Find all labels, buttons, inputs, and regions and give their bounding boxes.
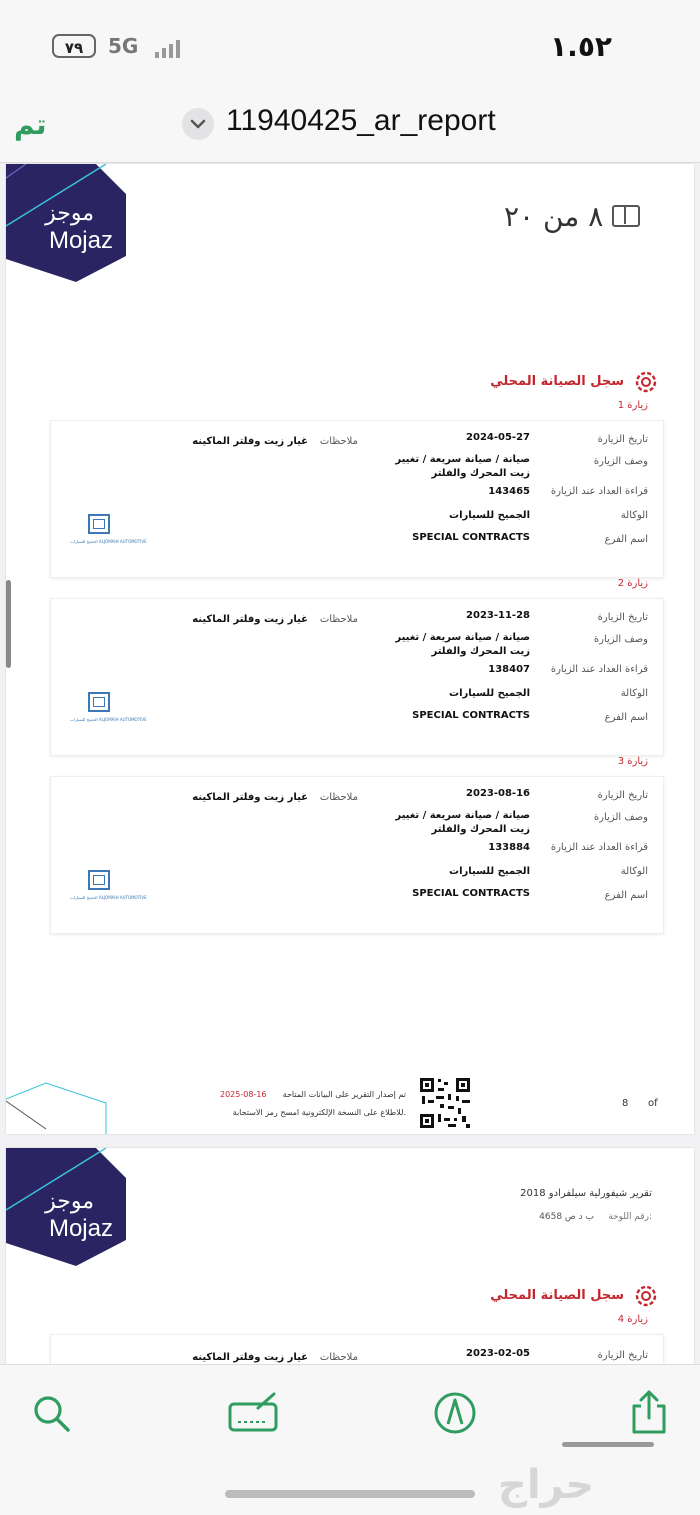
notes-label: ملاحظات bbox=[319, 792, 358, 803]
visit-date: 2023-02-05 bbox=[466, 1348, 530, 1359]
gear-icon bbox=[632, 368, 660, 396]
section-title: سجل الصيانة المحلي bbox=[490, 374, 624, 389]
odometer-label: قراءة العداد عند الزيارة bbox=[550, 842, 648, 853]
odometer-value: 143465 bbox=[488, 486, 530, 497]
agency-value: الجميح للسيارات bbox=[449, 510, 530, 521]
issued-date: 2025-08-16 bbox=[220, 1090, 267, 1099]
visit-desc-label: وصف الزيارة bbox=[593, 456, 648, 467]
visit-date: 2023-08-16 bbox=[466, 788, 530, 799]
notes-value: غيار زيت وفلتر الماكينه bbox=[192, 792, 308, 803]
scan-text: للاطلاع على النسخة الإلكترونية امسح رمز الاستجابة. bbox=[232, 1108, 406, 1117]
branch-value: SPECIAL CONTRACTS bbox=[412, 532, 530, 543]
visit-desc-line2: زيت المحرك والفلتر bbox=[431, 468, 530, 479]
notes-label: ملاحظات bbox=[319, 436, 358, 447]
visit-date: 2024-05-27 bbox=[466, 432, 530, 443]
agency-logo-caption: الجميح للسيارات ALJOMAIH AUTOMOTIVE bbox=[70, 539, 147, 544]
visit-desc-label: وصف الزيارة bbox=[593, 812, 648, 823]
plate-label: رقم اللوحة: bbox=[608, 1212, 652, 1222]
agency-value: الجميح للسيارات bbox=[449, 866, 530, 877]
document-page[interactable] bbox=[6, 164, 694, 1134]
battery-indicator: ٧٩ bbox=[52, 34, 96, 58]
section-title: سجل الصيانة المحلي bbox=[490, 1288, 624, 1303]
visit-desc-line1: صيانة / صيانة سريعة / تغيير bbox=[395, 454, 530, 465]
agency-logo bbox=[88, 692, 110, 712]
visit-date-label: تاريخ الزيارة bbox=[597, 790, 648, 801]
chevron-down-icon bbox=[182, 108, 214, 140]
visit-desc-line1: صيانة / صيانة سريعة / تغيير bbox=[395, 632, 530, 643]
scroll-indicator[interactable] bbox=[6, 580, 11, 668]
branch-value: SPECIAL CONTRACTS bbox=[412, 888, 530, 899]
visit-desc-line2: زيت المحرك والفلتر bbox=[431, 646, 530, 657]
visit-date-label: تاريخ الزيارة bbox=[597, 1350, 648, 1361]
odometer-label: قراءة العداد عند الزيارة bbox=[550, 486, 648, 497]
branch-value: SPECIAL CONTRACTS bbox=[412, 710, 530, 721]
home-indicator[interactable] bbox=[225, 1490, 475, 1498]
done-button[interactable]: تم bbox=[14, 108, 47, 141]
notes-label: ملاحظات bbox=[319, 614, 358, 625]
logo-arabic: موجز bbox=[45, 201, 94, 226]
page-indicator: ٨ من ٢٠ bbox=[504, 200, 604, 233]
agency-label: الوكالة bbox=[620, 688, 648, 699]
agency-value: الجميح للسيارات bbox=[449, 688, 530, 699]
network-type: 5G bbox=[108, 34, 139, 58]
notes-value: غيار زيت وفلتر الماكينه bbox=[192, 436, 308, 447]
document-title[interactable]: 11940425_ar_report bbox=[226, 104, 496, 137]
odometer-value: 133884 bbox=[488, 842, 530, 853]
branch-label: اسم الفرع bbox=[604, 534, 648, 545]
odometer-value: 138407 bbox=[488, 664, 530, 675]
agency-logo-caption: الجميح للسيارات ALJOMAIH AUTOMOTIVE bbox=[70, 717, 147, 722]
branch-label: اسم الفرع bbox=[604, 890, 648, 901]
notes-label: ملاحظات bbox=[319, 1352, 358, 1363]
document-page[interactable] bbox=[6, 1148, 694, 1378]
watermark: حراج bbox=[498, 1462, 595, 1508]
search-icon[interactable] bbox=[30, 1392, 72, 1434]
mojaz-logo bbox=[6, 1148, 136, 1268]
agency-logo-caption: الجميح للسيارات ALJOMAIH AUTOMOTIVE bbox=[70, 895, 147, 900]
gear-icon bbox=[632, 1282, 660, 1310]
visit-desc-line1: صيانة / صيانة سريعة / تغيير bbox=[395, 810, 530, 821]
title-menu-button[interactable] bbox=[182, 108, 214, 140]
visit-desc-line2: زيت المحرك والفلتر bbox=[431, 824, 530, 835]
branch-label: اسم الفرع bbox=[604, 712, 648, 723]
logo-arabic: موجز bbox=[45, 1189, 94, 1214]
status-time: ١.٥٢ bbox=[550, 30, 612, 63]
visit-date: 2023-11-28 bbox=[466, 610, 530, 621]
decorative-lines bbox=[6, 1079, 116, 1134]
notes-value: غيار زيت وفلتر الماكينه bbox=[192, 1352, 308, 1363]
page-of-label: of bbox=[648, 1098, 658, 1109]
odometer-label: قراءة العداد عند الزيارة bbox=[550, 664, 648, 675]
markup-icon[interactable] bbox=[432, 1390, 478, 1436]
visit-label: زيارة 4 bbox=[617, 1314, 648, 1325]
qr-code[interactable] bbox=[418, 1076, 472, 1130]
plate-value: ب د ص 4658 bbox=[539, 1212, 594, 1222]
page-number: 8 bbox=[622, 1098, 629, 1109]
share-icon[interactable] bbox=[628, 1388, 670, 1436]
agency-logo bbox=[88, 514, 110, 534]
notes-value: غيار زيت وفلتر الماكينه bbox=[192, 614, 308, 625]
sidebar-toggle-icon[interactable] bbox=[612, 205, 640, 227]
report-title: تقرير شيفورلية سيلفرادو 2018 bbox=[520, 1188, 652, 1199]
visit-desc-label: وصف الزيارة bbox=[593, 634, 648, 645]
visit-label: زيارة 2 bbox=[617, 578, 648, 589]
visit-date-label: تاريخ الزيارة bbox=[597, 434, 648, 445]
logo-english: Mojaz bbox=[48, 1215, 113, 1242]
agency-label: الوكالة bbox=[620, 510, 648, 521]
mojaz-logo bbox=[6, 164, 136, 284]
signature-icon[interactable] bbox=[228, 1392, 280, 1434]
visit-date-label: تاريخ الزيارة bbox=[597, 612, 648, 623]
agency-label: الوكالة bbox=[620, 866, 648, 877]
toolbar-scroll-indicator bbox=[562, 1442, 654, 1447]
visit-label: زيارة 3 bbox=[617, 756, 648, 767]
visit-label: زيارة 1 bbox=[617, 400, 648, 411]
issued-text: تم إصدار التقرير على البيانات المتاحة bbox=[282, 1090, 406, 1099]
logo-english: Mojaz bbox=[48, 227, 113, 254]
signal-icon bbox=[155, 40, 180, 58]
agency-logo bbox=[88, 870, 110, 890]
